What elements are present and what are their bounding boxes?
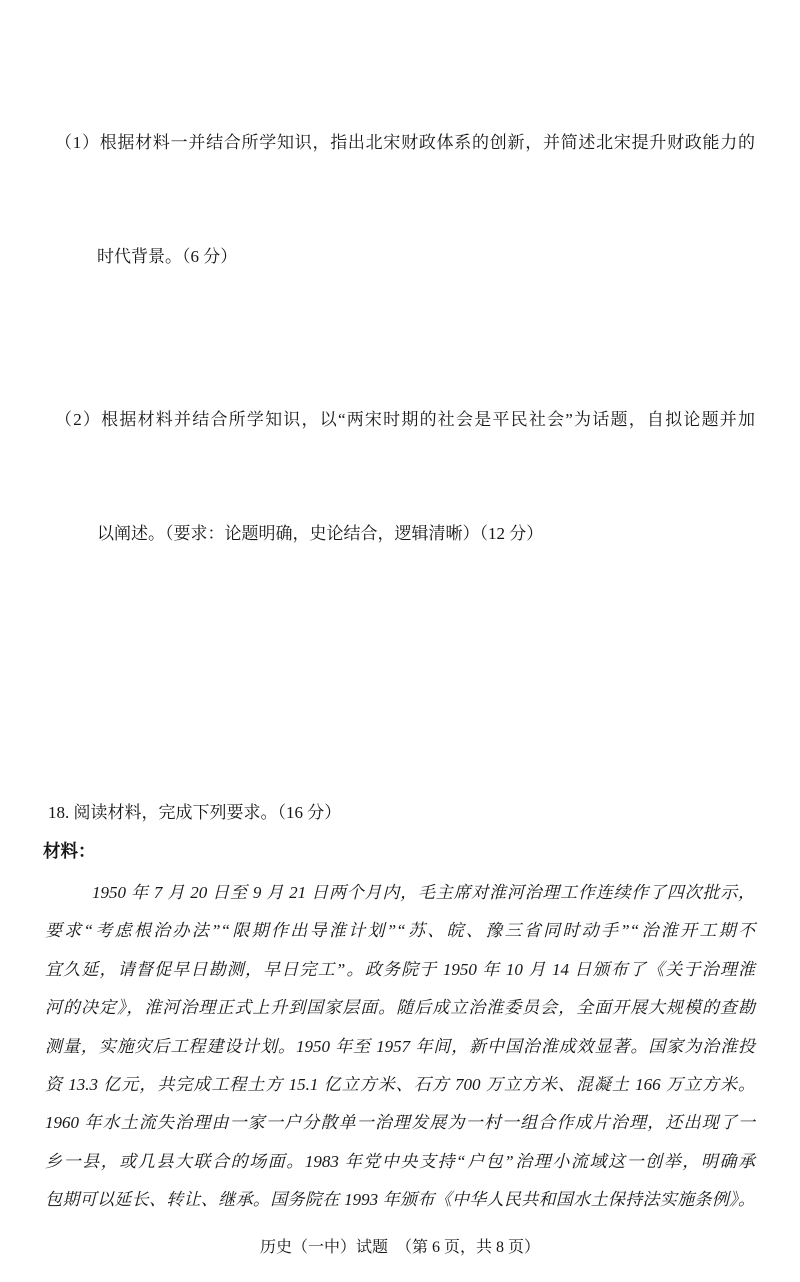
- material-line: 资 13.3 亿元，共完成工程土方 15.1 亿立方米、石方 700 万立方米、混凝土 166 万立方米。: [45, 1075, 755, 1095]
- question-18-stem: 18. 阅读材料，完成下列要求。（16 分）: [48, 803, 342, 822]
- material-line: 1950 年 7 月 20 日至 9 月 21 日两个月内，毛主席对淮河治理工作连续作了四次批示，: [92, 883, 755, 902]
- material-line: 1960 年水土流失治理由一家一户分散单一治理发展为一村一组合作成片治理，还出现了一: [45, 1113, 755, 1133]
- material-line: 宜久延，请督促早日勘测，早日完工”。政务院于 1950 年 10 月 14 日颁布了《关于治理淮: [45, 959, 755, 979]
- answer-space-part-2: [45, 410, 755, 795]
- material-line: 包期可以延长、转让、继承。国务院在 1993 年颁布《中华人民共和国水土保持法实施条例》。: [45, 1190, 755, 1210]
- material-paragraph: [45, 874, 755, 1220]
- material-label: 材料：: [43, 841, 96, 861]
- material-line: 测量，实施灾后工程建设计划。1950 年至 1957 年间，新中国治淮成效显著。国家为治淮投: [45, 1036, 755, 1056]
- question-17-part-1-line-2: 时代背景。（6 分）: [97, 247, 238, 266]
- page-footer: 历史（一中）试题 （第 6 页，共 8 页）: [259, 1239, 540, 1256]
- material-line: 要求“考虑根治办法”“限期作出导淮计划”“苏、皖、豫三省同时动手”“治淮开工期不: [45, 921, 755, 941]
- question-17-part-1-line-1: （1）根据材料一并结合所学知识，指出北宋财政体系的创新，并简述北宋提升财政能力的: [55, 133, 755, 152]
- question-17-part-2-line-2: 以阐述。（要求：论题明确，史论结合，逻辑清晰）（12 分）: [97, 524, 544, 543]
- answer-space-part-1: [45, 130, 755, 320]
- material-line: 河的决定》，淮河治理正式上升到国家层面。随后成立治淮委员会，全面开展大规模的查勘: [45, 998, 755, 1018]
- question-17-part-2-line-1: （2）根据材料并结合所学知识，以“两宋时期的社会是平民社会”为话题，自拟论题并加: [55, 410, 755, 429]
- material-line: 乡一县，或几县大联合的场面。1983 年党中央支持“户包”治理小流域这一创举，明确承: [45, 1151, 755, 1171]
